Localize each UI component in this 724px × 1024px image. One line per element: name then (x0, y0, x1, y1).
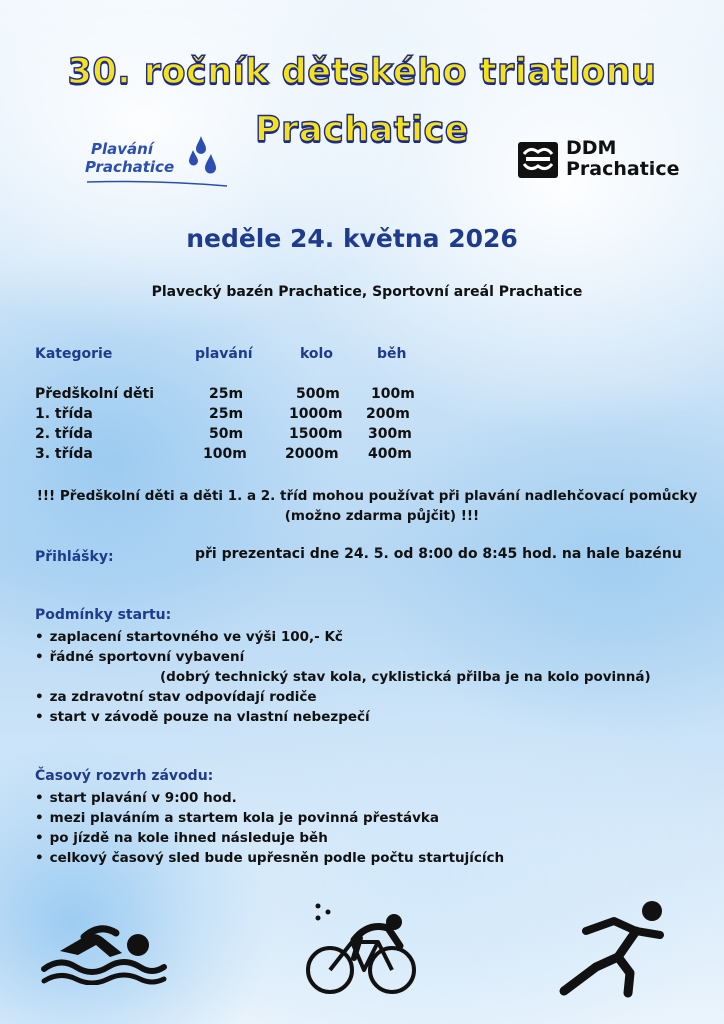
ddm-line2: Prachatice (566, 158, 680, 180)
title-line-2: Prachatice (254, 110, 470, 150)
water-drops-icon (85, 132, 235, 192)
schedule-heading: Časový rozvrh závodu: (35, 768, 214, 784)
row-bike: 1500m (289, 426, 343, 442)
row-swim: 100m (203, 446, 247, 462)
row-bike: 1000m (289, 406, 343, 422)
cyclist-icon (302, 898, 422, 998)
category-table-header (0, 346, 724, 366)
header-run: běh (377, 346, 407, 362)
row-run: 400m (368, 446, 412, 462)
row-category: Předškolní děti (35, 386, 155, 402)
row-swim: 25m (209, 406, 244, 422)
runner-icon (552, 895, 672, 1000)
ddm-logo-icon (518, 142, 558, 178)
swimmer-icon (40, 915, 170, 985)
condition-item: • za zdravotní stav odpovídají rodiče (35, 687, 317, 707)
flotation-note-line2: (možno zdarma půjčit) !!! (284, 508, 480, 524)
row-category: 1. třída (35, 406, 93, 422)
registration-label: Přihlášky: (35, 549, 114, 565)
condition-item: • start v závodě pouze na vlastní nebezpečí (35, 707, 370, 727)
row-category: 3. třída (35, 446, 93, 462)
header-category: Kategorie (35, 346, 113, 362)
table-row (0, 406, 724, 426)
condition-item: • zaplacení startovného ve výši 100,- Kč (35, 627, 343, 647)
event-date: neděle 24. května 2026 (186, 224, 518, 253)
header-bike: kolo (300, 346, 333, 362)
registration-text: při prezentaci dne 24. 5. od 8:00 do 8:45 hod. na hale bazénu (195, 546, 682, 562)
logo-left-line2: Prachatice (85, 158, 175, 176)
schedule-item: • po jízdě na kole ihned následuje běh (35, 828, 328, 848)
row-run: 200m (366, 406, 410, 422)
event-venue: Plavecký bazén Prachatice, Sportovní areál Prachatice (151, 284, 583, 300)
row-run: 300m (368, 426, 412, 442)
ddm-line1: DDM (566, 137, 617, 159)
row-swim: 50m (209, 426, 244, 442)
flotation-note-line1: !!! Předškolní děti a děti 1. a 2. tříd mohou používat při plavání nadlehčovací pomůcky (36, 488, 698, 504)
row-run: 100m (371, 386, 415, 402)
conditions-heading: Podmínky startu: (35, 607, 172, 623)
title-line-1: 30. ročník dětského triatlonu (67, 52, 657, 92)
row-swim: 25m (209, 386, 244, 402)
row-bike: 2000m (285, 446, 339, 462)
row-category: 2. třída (35, 426, 93, 442)
header-swim: plavání (195, 346, 253, 362)
table-row (0, 426, 724, 446)
schedule-item: • mezi plaváním a startem kola je povinná přestávka (35, 808, 439, 828)
table-row (0, 386, 724, 406)
plavani-prachatice-logo (85, 132, 235, 192)
condition-item: • řádné sportovní vybavení (35, 647, 244, 667)
table-row (0, 446, 724, 466)
row-bike: 500m (296, 386, 340, 402)
schedule-item: • start plavání v 9:00 hod. (35, 788, 237, 808)
logo-left-line1: Plavání (91, 140, 153, 158)
equipment-note: (dobrý technický stav kola, cyklistická přilba je na kolo povinná) (160, 669, 651, 685)
schedule-item: • celkový časový sled bude upřesněn podle počtu startujících (35, 848, 504, 868)
